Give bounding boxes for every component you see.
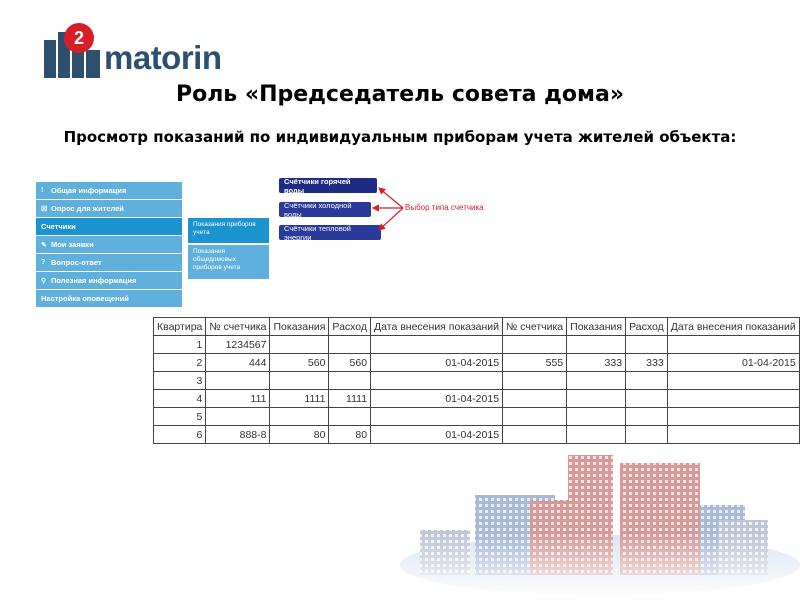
table-cell: 01-04-2015 [371, 354, 503, 372]
table-cell [206, 408, 270, 426]
logo-mark-letter: 2 [73, 28, 85, 48]
table-cell: 333 [567, 354, 626, 372]
matorin-logo-icon [42, 22, 102, 78]
table-cell [270, 408, 329, 426]
table-cell: 80 [329, 426, 371, 444]
edit-icon: ✎ [41, 241, 47, 249]
page-title: Роль «Председатель совета дома» [175, 82, 625, 107]
table-cell [667, 372, 799, 390]
table-cell [626, 372, 668, 390]
column-header: № счетчика [503, 318, 567, 336]
sidebar-menu [36, 182, 182, 308]
table-row [154, 390, 800, 408]
table-cell [329, 336, 371, 354]
table-cell: 01-04-2015 [371, 390, 503, 408]
table-cell: 5 [154, 408, 206, 426]
table-cell [503, 372, 567, 390]
table-cell: 560 [270, 354, 329, 372]
table-cell [567, 408, 626, 426]
table-cell: 333 [626, 354, 668, 372]
sidebar-item-faq[interactable] [36, 254, 182, 271]
table-cell: 444 [206, 354, 270, 372]
table-cell [567, 390, 626, 408]
column-header: № счетчика [206, 318, 270, 336]
table-cell [626, 408, 668, 426]
sidebar-item-notifications[interactable] [36, 290, 182, 307]
heat-energy-counters-button[interactable]: Счётчики тепловой энергии [279, 225, 381, 240]
table-cell [626, 426, 668, 444]
table-cell [667, 336, 799, 354]
hot-water-counters-button[interactable]: Счётчики горячей воды [279, 178, 377, 193]
sidebar-item-useful-info[interactable] [36, 272, 182, 289]
table-cell [371, 408, 503, 426]
table-cell: 4 [154, 390, 206, 408]
column-header: Квартира [154, 318, 206, 336]
table-cell: 2 [154, 354, 206, 372]
table-cell: 1111 [329, 390, 371, 408]
table-cell [567, 336, 626, 354]
submenu-item-common-meter-readings[interactable]: Показания общедомовых приборов учета [188, 245, 269, 279]
table-cell: 3 [154, 372, 206, 390]
table-cell: 111 [206, 390, 270, 408]
counter-type-annotation: Выбор типа счетчика [405, 203, 484, 212]
table-cell [270, 372, 329, 390]
table-cell [503, 408, 567, 426]
sidebar-item-label: Настройка оповещений [41, 294, 129, 303]
table-cell [667, 426, 799, 444]
column-header: Расход [626, 318, 668, 336]
table-row [154, 354, 800, 372]
table-cell [371, 372, 503, 390]
table-cell: 1111 [270, 390, 329, 408]
table-cell [626, 390, 668, 408]
page-subtitle: Просмотр показаний по индивидуальным приборам учета жителей объекта: [63, 128, 737, 146]
table-cell: 01-04-2015 [371, 426, 503, 444]
checkbox-icon: ☒ [41, 205, 48, 213]
table-row [154, 408, 800, 426]
column-header: Дата внесения показаний [667, 318, 799, 336]
table-row [154, 336, 800, 354]
table-cell [329, 372, 371, 390]
question-icon: ? [41, 259, 46, 266]
table-row [154, 426, 800, 444]
sidebar-item-label: Вопрос-ответ [51, 258, 102, 267]
table-cell [206, 372, 270, 390]
table-cell: 555 [503, 354, 567, 372]
table-cell: 01-04-2015 [667, 354, 799, 372]
table-cell: 1234567 [206, 336, 270, 354]
table-cell: 1 [154, 336, 206, 354]
sidebar-item-label: Счетчики [41, 222, 76, 231]
city-buildings-illustration [400, 455, 800, 600]
sidebar-item-label: Общая информация [51, 186, 127, 195]
column-header: Расход [329, 318, 371, 336]
info-icon: ! [41, 187, 44, 194]
sidebar-item-my-requests[interactable] [36, 236, 182, 253]
cold-water-counters-button[interactable]: Счётчики холодной воды [279, 202, 371, 217]
column-header: Дата внесения показаний [371, 318, 503, 336]
logo-text: matorin [104, 39, 222, 76]
table-cell [667, 408, 799, 426]
table-cell [667, 390, 799, 408]
table-cell [567, 372, 626, 390]
table-cell: 6 [154, 426, 206, 444]
sidebar-item-label: Полезная информация [51, 276, 137, 285]
counters-submenu [188, 218, 269, 281]
column-header: Показания [567, 318, 626, 336]
submenu-item-meter-readings[interactable]: Показания приборов учета [188, 218, 269, 243]
sidebar-item-counters[interactable] [36, 218, 182, 235]
table-cell [329, 408, 371, 426]
table-row [154, 372, 800, 390]
table-cell: 80 [270, 426, 329, 444]
table-cell [626, 336, 668, 354]
sidebar-item-label: Опрос для жителей [51, 204, 124, 213]
sidebar-item-label: Мои заявки [51, 240, 94, 249]
meter-readings-table [153, 317, 800, 444]
table-cell [503, 336, 567, 354]
annotation-arrows [370, 180, 410, 240]
table-header-row [154, 318, 800, 336]
table-cell [503, 426, 567, 444]
pin-icon: ⚲ [41, 277, 47, 285]
table-cell [371, 336, 503, 354]
sidebar-item-survey[interactable] [36, 200, 182, 217]
table-cell [503, 390, 567, 408]
table-cell [270, 336, 329, 354]
table-cell: 888-8 [206, 426, 270, 444]
table-cell [567, 426, 626, 444]
logo [42, 18, 222, 78]
table-cell: 560 [329, 354, 371, 372]
column-header: Показания [270, 318, 329, 336]
sidebar-item-general-info[interactable] [36, 182, 182, 199]
